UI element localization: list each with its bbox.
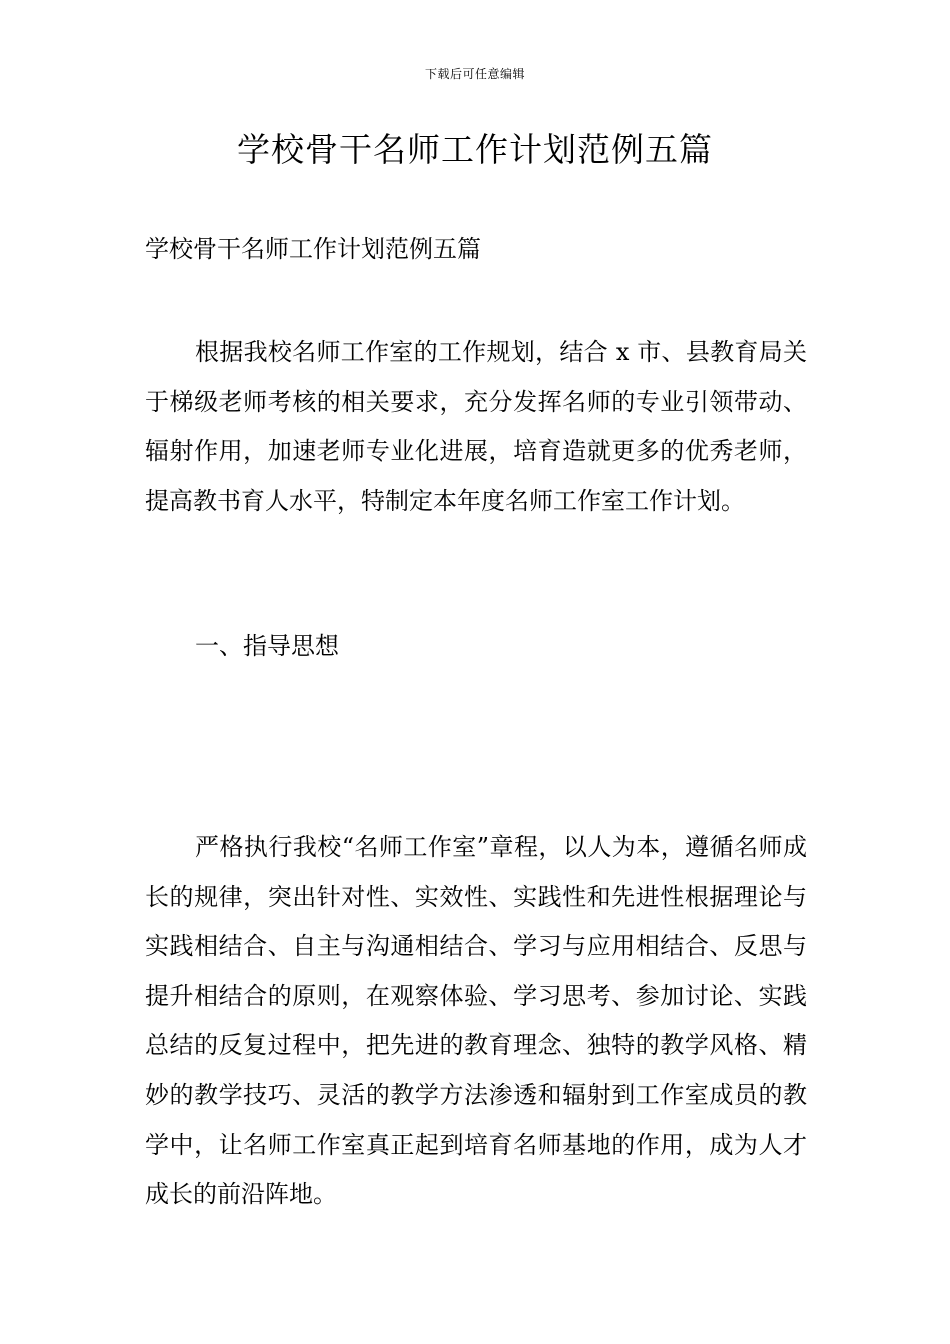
document-title: 学校骨干名师工作计划范例五篇 xyxy=(237,130,713,169)
header-note: 下载后可任意编辑 xyxy=(424,67,525,81)
intro-paragraph: 根据我校名师工作室的工作规划，结合 x 市、县教育局关于梯级老师考核的相关要求，充分发挥名师的专业引领带动、辐射作用，加速老师专业化进展，培育造就更多的优秀老师，提高教书育人水平，特制定本年度名师工作室工作计划。 xyxy=(145,338,807,515)
document-subtitle: 学校骨干名师工作计划范例五篇 xyxy=(145,235,481,263)
section-heading-guiding-ideology: 一、指导思想 xyxy=(195,632,339,660)
section-body-paragraph: 严格执行我校“名师工作室”章程，以人为本，遵循名师成长的规律，突出针对性、实效性、实践性和先进性根据理论与实践相结合、自主与沟通相结合、学习与应用相结合、反思与提升相结合的原则，在观察体验、学习思考、参加讨论、实践总结的反复过程中，把先进的教育理念、独特的教学风格、精妙的教学技巧、灵活的教学方法渗透和辐射到工作室成员的教学中，让名师工作室真正起到培育名师基地的作用，成为人才成长的前沿阵地。 xyxy=(145,833,807,1209)
